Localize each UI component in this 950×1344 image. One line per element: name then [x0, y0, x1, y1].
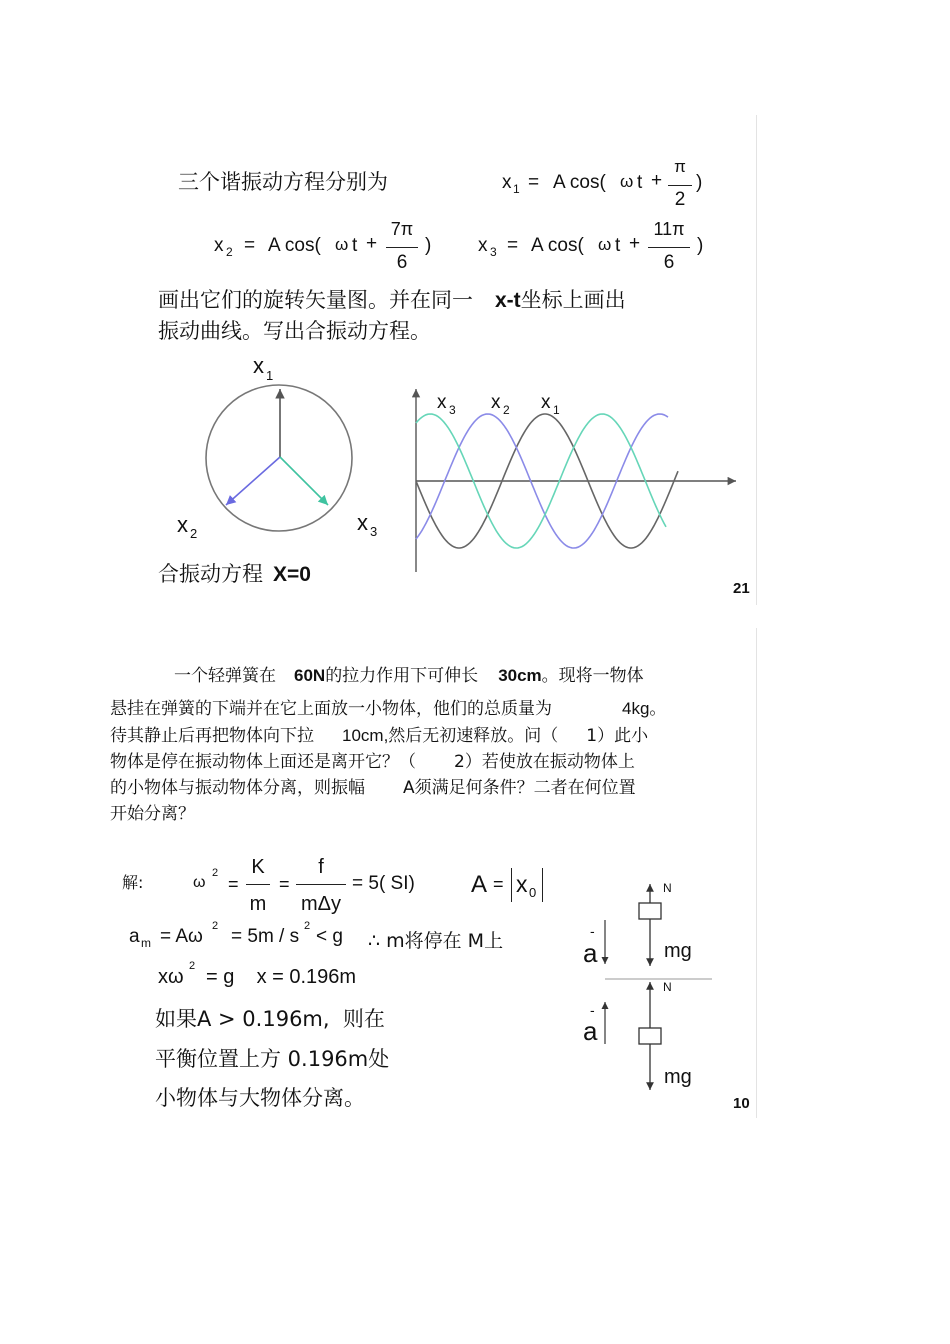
- phasor-label-x2-sub: 2: [190, 526, 198, 541]
- problem-line-3d: 1）此小: [586, 726, 649, 746]
- xt-label: x-t: [495, 289, 521, 312]
- eq1-omega: ω: [620, 172, 634, 191]
- problem-line-5a: 的小物体与振动物体分离，则振幅: [110, 778, 365, 798]
- curve-label-x2-sub: 2: [503, 403, 510, 417]
- curve-label-x2: x: [491, 392, 501, 413]
- problem-line-3c: 然后无初速释放。问（: [388, 726, 559, 746]
- problem-line-6: 开始分离？: [110, 804, 195, 824]
- fbd-bottom-a-label: a: [583, 1016, 598, 1046]
- eq1-body: A cos(: [553, 172, 606, 193]
- curve-label-x3-sub: 3: [449, 403, 456, 417]
- curve-label-x1-sub: 1: [553, 403, 560, 417]
- result-value: X=0: [273, 563, 311, 586]
- pull-distance: 10cm,: [342, 726, 389, 745]
- eq1-plus: +: [651, 170, 663, 191]
- eq2-body: A cos(: [268, 235, 321, 256]
- amp-x-sub: 0: [529, 885, 537, 900]
- fbd-bottom-n-label: N: [663, 980, 672, 994]
- result-label: 合振动方程: [158, 562, 263, 586]
- eq1-equals: =: [528, 172, 540, 193]
- solution-label: 解:: [122, 873, 144, 892]
- page-number-10: 10: [733, 1095, 750, 1112]
- force-value: 60N: [294, 666, 326, 685]
- curve-label-x3: x: [437, 392, 447, 413]
- phasor-label-x1-sub: 1: [266, 368, 274, 383]
- am-lt-g: < g: [316, 926, 343, 947]
- balance-left: xω: [158, 966, 184, 988]
- k-numerator: K: [251, 856, 265, 878]
- conclusion-line-2: 平衡位置上方 0.196m处: [155, 1047, 390, 1071]
- omega-equals-1: =: [228, 874, 239, 894]
- eq3-sub: 3: [490, 245, 497, 259]
- eq1-denominator: 2: [674, 189, 686, 210]
- eq1-t: t: [637, 172, 643, 193]
- omega-equals-2: =: [279, 874, 290, 894]
- curve-label-x1: x: [541, 392, 551, 413]
- fbd-bottom-block: [639, 1028, 661, 1044]
- fbd-top-block: [639, 903, 661, 919]
- fbd-top-a-label: a: [583, 938, 598, 968]
- problem-line-2c: 。: [649, 699, 667, 719]
- fbd-top-a-bar: -: [590, 923, 595, 939]
- amp-a: A: [471, 871, 488, 898]
- eq1-numerator: π: [674, 157, 686, 176]
- problem-line-3a: 待其静止后再把物体向下拉: [110, 726, 314, 746]
- am-square: 2: [212, 920, 219, 932]
- problem-line-4b: 2）若使放在振动物体上: [454, 752, 635, 772]
- omega-result: = 5( SI): [352, 873, 415, 894]
- eq3-numerator: 11π: [653, 219, 685, 239]
- am-a: a: [129, 926, 140, 947]
- omega-square: 2: [212, 867, 219, 879]
- problem-line-1c: 的拉力作用下可伸长: [325, 666, 479, 686]
- problem-line-5b: A须满足何条件？二者在何位置: [403, 778, 636, 798]
- eq1-sub: 1: [513, 182, 520, 196]
- eq3-lhs: x: [478, 235, 488, 256]
- intro-text: 三个谐振动方程分别为: [178, 170, 388, 194]
- am-body: = Aω: [160, 926, 203, 947]
- amp-equals: =: [493, 874, 504, 894]
- fbd-top-n-label: N: [663, 881, 672, 895]
- phasor-label-x2: x: [177, 512, 188, 537]
- conclusion-line-3: 小物体与大物体分离。: [155, 1086, 365, 1110]
- fbd-bottom-mg-label: mg: [664, 1066, 692, 1088]
- eq3-omega: ω: [598, 235, 612, 254]
- question-line-2a: 画出它们的旋转矢量图。并在同一: [158, 288, 473, 312]
- eq3-close: ): [697, 235, 704, 256]
- eq3-denominator: 6: [663, 252, 675, 273]
- amp-x: x: [516, 871, 528, 897]
- eq2-lhs: x: [214, 235, 224, 256]
- mass-value: 4kg: [622, 699, 650, 718]
- balance-right: = g x = 0.196m: [206, 966, 357, 988]
- am-square-2: 2: [304, 920, 311, 932]
- problem-line-4a: 物体是停在振动物体上面还是离开它？（: [110, 752, 416, 772]
- page-number-21: 21: [733, 580, 750, 597]
- f-numerator: f: [318, 856, 324, 878]
- question-line-3: 振动曲线。写出合振动方程。: [158, 319, 431, 343]
- fbd-top-mg-label: mg: [664, 940, 692, 962]
- am-conclusion: ∴ m将停在 M上: [368, 930, 504, 952]
- question-line-2c: 坐标上画出: [520, 288, 626, 312]
- eq2-denominator: 6: [396, 252, 408, 273]
- m-denominator: m: [249, 893, 267, 915]
- fbd-bottom-a-bar: -: [590, 1002, 595, 1018]
- eq2-omega: ω: [335, 235, 349, 254]
- eq2-numerator: 7π: [390, 219, 414, 239]
- phasor-label-x1: x: [253, 353, 264, 378]
- m-delta-y-denominator: mΔy: [300, 893, 342, 915]
- eq2-equals: =: [244, 235, 256, 256]
- eq3-body: A cos(: [531, 235, 584, 256]
- conclusion-line-1: 如果A > 0.196m, 则在: [155, 1007, 385, 1031]
- eq1-lhs: x: [502, 172, 512, 193]
- am-mid: = 5m / s: [231, 926, 300, 947]
- omega-symbol: ω: [193, 874, 206, 891]
- eq1-close: ): [696, 172, 703, 193]
- problem-line-1e: 。现将一物体: [541, 666, 644, 686]
- am-sub: m: [141, 936, 151, 950]
- eq3-equals: =: [507, 235, 519, 256]
- problem-line-1a: 一个轻弹簧在: [174, 666, 276, 686]
- problem-line-2a: 悬挂在弹簧的下端并在它上面放一小物体，他们的总质量为: [110, 699, 552, 719]
- eq2-plus: +: [366, 233, 378, 254]
- eq2-close: ): [425, 235, 432, 256]
- extension-value: 30cm: [498, 666, 542, 685]
- balance-square: 2: [189, 960, 196, 972]
- eq3-t: t: [615, 235, 621, 256]
- eq2-sub: 2: [226, 245, 233, 259]
- eq3-plus: +: [629, 233, 641, 254]
- phasor-label-x3: x: [357, 510, 368, 535]
- eq2-t: t: [352, 235, 358, 256]
- phasor-label-x3-sub: 3: [370, 524, 378, 539]
